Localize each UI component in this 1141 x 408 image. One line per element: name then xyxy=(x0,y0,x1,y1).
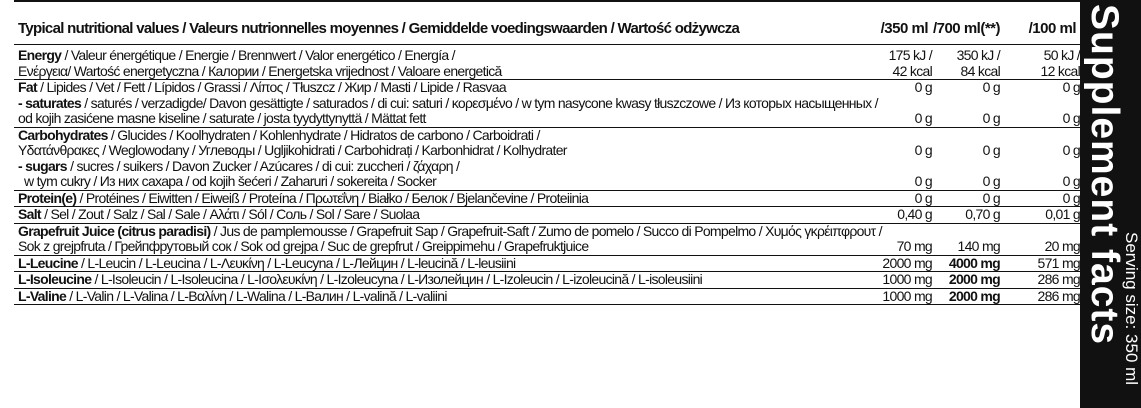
nutrient-name: Energy xyxy=(18,47,62,63)
row-sugars xyxy=(14,159,1080,190)
value-350ml: 0 g xyxy=(914,79,932,95)
row-l-leucine xyxy=(14,256,1080,272)
nutrient-translations: / L-Valin / L-Valina / L-Βαλίνη / L-Walina / L-Валин / L-valină / L-valiini xyxy=(66,287,447,304)
nutrient-translations: od kojih zasićene masne kiseline / saturate / josta tyydyttynyttä / Mättat fett xyxy=(18,110,426,126)
value-100ml: 0 g xyxy=(1062,79,1080,95)
nutrient-translations: / Jus de pamplemousse / Grapefruit Sap / Grapefruit-Saft / Zumo de pomelo / Succo di Pompelmo / Χυμός γκρέιπφρουτ / xyxy=(210,222,882,239)
value-100ml-kj: 50 kJ / xyxy=(1043,47,1080,63)
nutrient-translations: / Protéines / Eiwitten / Eiweiß / Proteína / Πρωτεΐνη / Białko / Белок / Bjelančevine / Proteiinia xyxy=(76,189,589,206)
value-350ml-kj: 175 kJ / xyxy=(888,47,932,63)
nutrient-translations: w tym cukry / Из них сахара / od kojih šećeri / Zaharuri / sokereita / Socker xyxy=(24,173,437,189)
value-100ml: 0 g xyxy=(1062,189,1080,206)
value-350ml: 1000 mg xyxy=(882,287,932,304)
value-700ml: 4000 mg xyxy=(948,254,1000,271)
value-350ml: 0 g xyxy=(914,189,932,206)
value-700ml-kcal: 84 kcal xyxy=(960,62,1000,79)
value-700ml: 0 g xyxy=(982,110,1000,126)
nutrient-translations: / sucres / suikers / Davon Zucker / Azúcares / di cui: zuccheri / ζάχαρη / xyxy=(66,157,460,174)
sidebar-title: Supplement facts xyxy=(1083,4,1126,346)
top-border xyxy=(14,0,1080,2)
row-carbohydrates xyxy=(14,128,1080,159)
value-350ml-kcal: 42 kcal xyxy=(892,62,932,79)
nutrient-rows xyxy=(14,48,1080,305)
value-100ml: 0 g xyxy=(1062,110,1080,126)
value-700ml: 0 g xyxy=(982,142,1000,158)
nutrient-translations: / saturés / verzadigde/ Davon gesättigte / saturados / di cui: saturi / κορεσμένο / w tym nasycone kwasy tłuszczowe / Из которых насыщенных / xyxy=(81,94,878,111)
row-l-isoleucine xyxy=(14,272,1080,288)
nutrient-name: L-Valine xyxy=(18,287,67,304)
value-350ml: 0 g xyxy=(914,173,932,189)
nutrient-name: Carbohydrates xyxy=(18,126,108,143)
nutrient-translations: Υδατάνθρακες / Weglowodany / Углеводы / Ugljikohidrati / Carbohidrați / Karbonhidrat / Kolhydrater xyxy=(18,142,567,158)
value-350ml: 0 g xyxy=(914,110,932,126)
value-700ml-kj: 350 kJ / xyxy=(956,47,1000,63)
value-700ml: 0,70 g xyxy=(965,206,1000,222)
value-700ml: 0 g xyxy=(982,189,1000,206)
value-100ml: 20 mg xyxy=(1044,238,1080,254)
value-100ml-kcal: 12 kcal xyxy=(1040,62,1080,79)
nutrient-translations: / L-Leucin / L-Leucina / L-Λευκίνη / L-Leucyna / L-Лейцин / L-leucină / L-leusiini xyxy=(77,254,516,271)
row-saturates xyxy=(14,96,1080,127)
row-fat xyxy=(14,80,1080,96)
nutrient-name: Grapefruit Juice (citrus paradisi) xyxy=(18,222,211,239)
value-350ml: 70 mg xyxy=(896,238,932,254)
value-100ml: 286 mg xyxy=(1037,271,1080,287)
nutrient-name: L-Leucine xyxy=(18,254,78,271)
nutrient-name: Salt xyxy=(18,206,41,222)
value-350ml: 1000 mg xyxy=(882,271,932,287)
header-col-350ml: /350 ml xyxy=(880,20,928,37)
value-700ml: 0 g xyxy=(982,173,1000,189)
value-350ml: 0,40 g xyxy=(897,206,932,222)
header-col-100ml: /100 ml xyxy=(1028,20,1076,37)
nutrient-name: Fat xyxy=(18,79,37,95)
row-protein xyxy=(14,191,1080,207)
value-100ml: 286 mg xyxy=(1037,287,1080,304)
value-350ml: 0 g xyxy=(914,142,932,158)
nutrient-name: L-Isoleucine xyxy=(18,271,92,287)
value-100ml: 0 g xyxy=(1062,142,1080,158)
nutrient-translations: / Glucides / Koolhydraten / Kohlenhydrate / Hidratos de carbono / Carboidrati / xyxy=(107,126,540,143)
nutrient-translations: / Sel / Zout / Salz / Sal / Sale / Αλάτι / Sól / Соль / Sol / Sare / Suolaa xyxy=(40,206,420,222)
nutrient-translations: / Valeur énergétique / Energie / Brennwert / Valor energético / Energía / xyxy=(61,47,455,63)
row-grapefruit-juice xyxy=(14,224,1080,255)
value-700ml: 140 mg xyxy=(957,238,1000,254)
nutrient-name: Protein(e) xyxy=(18,189,77,206)
value-100ml: 0,01 g xyxy=(1045,206,1080,222)
value-350ml: 2000 mg xyxy=(882,254,932,271)
supplement-facts-sidebar xyxy=(1080,0,1141,408)
nutrient-translations: Ενέργεια/ Wartość energetyczna / Калории / Energetska vrijednost / Valoare energetică xyxy=(18,62,502,79)
row-divider xyxy=(14,304,1080,305)
serving-size: Serving size: 350 ml xyxy=(1122,232,1141,386)
nutrient-translations: / L-Isoleucin / L-Isoleucina / L-Ισολευκίνη / L-Izoleucyna / L-Изолейцин / L-Izoleucin / L-izoleucină / L-isoleusiini xyxy=(91,271,703,287)
nutrient-translations: / Lipides / Vet / Fett / Lípidos / Grassi / Λίπος / Tłuszcz / Жир / Masti / Lipide / Rasvaa xyxy=(36,79,506,95)
row-energy xyxy=(14,48,1080,79)
value-100ml: 571 mg xyxy=(1037,254,1080,271)
nutrient-name: - sugars xyxy=(18,157,67,174)
nutrient-name: - saturates xyxy=(18,94,82,111)
value-700ml: 0 g xyxy=(982,79,1000,95)
header-title: Typical nutritional values / Valeurs nutrionnelles moyennes / Gemiddelde voedingswaarden / Wartość odżywcza xyxy=(18,20,740,37)
row-l-valine xyxy=(14,289,1080,305)
value-700ml: 2000 mg xyxy=(948,287,1000,304)
header-col-700ml: /700 ml(**) xyxy=(932,20,1000,37)
row-salt xyxy=(14,207,1080,223)
table-header xyxy=(14,14,1080,45)
nutrient-translations: Sok z grejpfruta / Грейпфрутовый сок / Sok od grejpa / Suc de grepfrut / Greippimehu / Grapefruktjuice xyxy=(18,238,589,254)
value-100ml: 0 g xyxy=(1062,173,1080,189)
value-700ml: 2000 mg xyxy=(948,271,1000,287)
